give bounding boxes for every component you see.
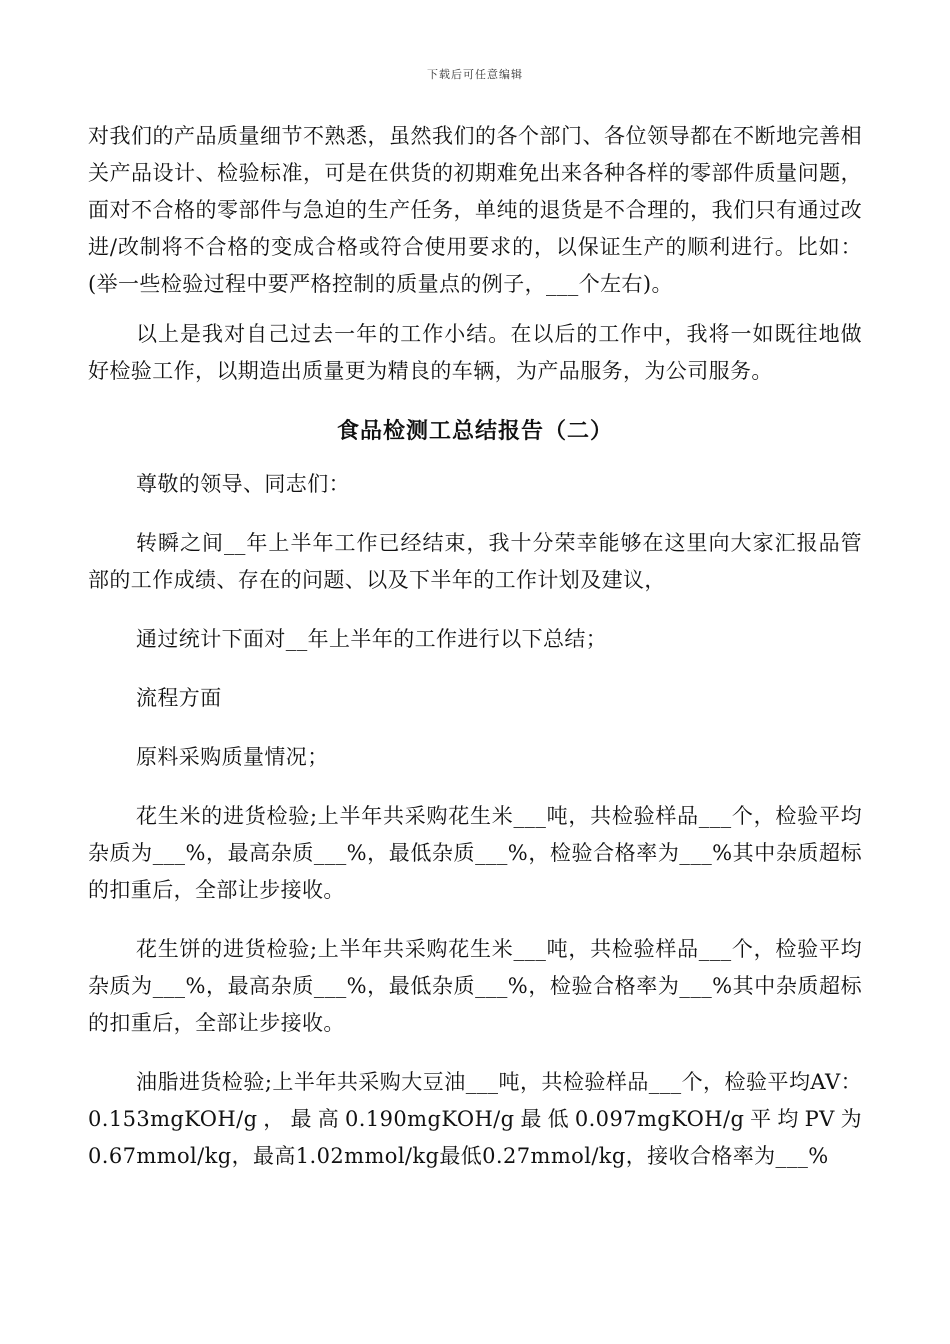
paragraph-peanut-cake-inspection: 花生饼的进货检验;上半年共采购花生米___吨，共检验样品___个，检验平均杂质为___%，最高杂质___%，最低杂质___%，检验合格率为___%其中杂质超标的扣重后，全部让步接收。 [88, 937, 862, 1035]
paragraph-year-summary: 以上是我对自己过去一年的工作小结。在以后的工作中，我将一如既往地做好检验工作，以期造出质量更为精良的车辆，为产品服务，为公司服务。 [88, 322, 862, 383]
paragraph-half-year-intro: 转瞬之间__年上半年工作已经结束，我十分荣幸能够在这里向大家汇报品管部的工作成绩、存在的问题、以及下半年的工作计划及建议， [88, 531, 862, 592]
page-header: 下载后可任意编辑 [427, 68, 523, 81]
paragraph-peanut-inspection: 花生米的进货检验;上半年共采购花生米___吨，共检验样品___个，检验平均杂质为___%，最高杂质___%，最低杂质___%，检验合格率为___%其中杂质超标的扣重后，全部让步接收。 [88, 804, 862, 902]
paragraph-product-quality: 对我们的产品质量细节不熟悉，虽然我们的各个部门、各位领导都在不断地完善相关产品设计、检验标准，可是在供货的初期难免出来各种各样的零部件质量问题，面对不合格的零部件与急迫的生产任务，单纯的退货是不合理的，我们只有通过改进/改制将不合格的变成合格或符合使用要求的，以保证生产的顺利进行。比如：(举一些检验过程中要严格控制的质量点的例子，___个左右)。 [88, 124, 862, 296]
document-body [88, 118, 862, 1175]
paragraph-statistics-intro: 通过统计下面对__年上半年的工作进行以下总结； [136, 627, 608, 651]
section-title: 食品检测工总结报告（二） [336, 418, 613, 444]
paragraph-oil-inspection: 油脂进货检验;上半年共采购大豆油___吨，共检验样品___个，检验平均AV：0.153mgKOH/g，最高0.190mgKOH/g最低0.097mgKOH/g平均PV为0.67mmol/kg，最高1.02mmol/kg最低0.27mmol/kg，接收合格率为___% [88, 1070, 862, 1168]
paragraph-process-heading: 流程方面 [136, 686, 222, 710]
paragraph-greeting: 尊敬的领导、同志们： [136, 472, 350, 496]
paragraph-raw-material-heading: 原料采购质量情况； [136, 745, 329, 769]
